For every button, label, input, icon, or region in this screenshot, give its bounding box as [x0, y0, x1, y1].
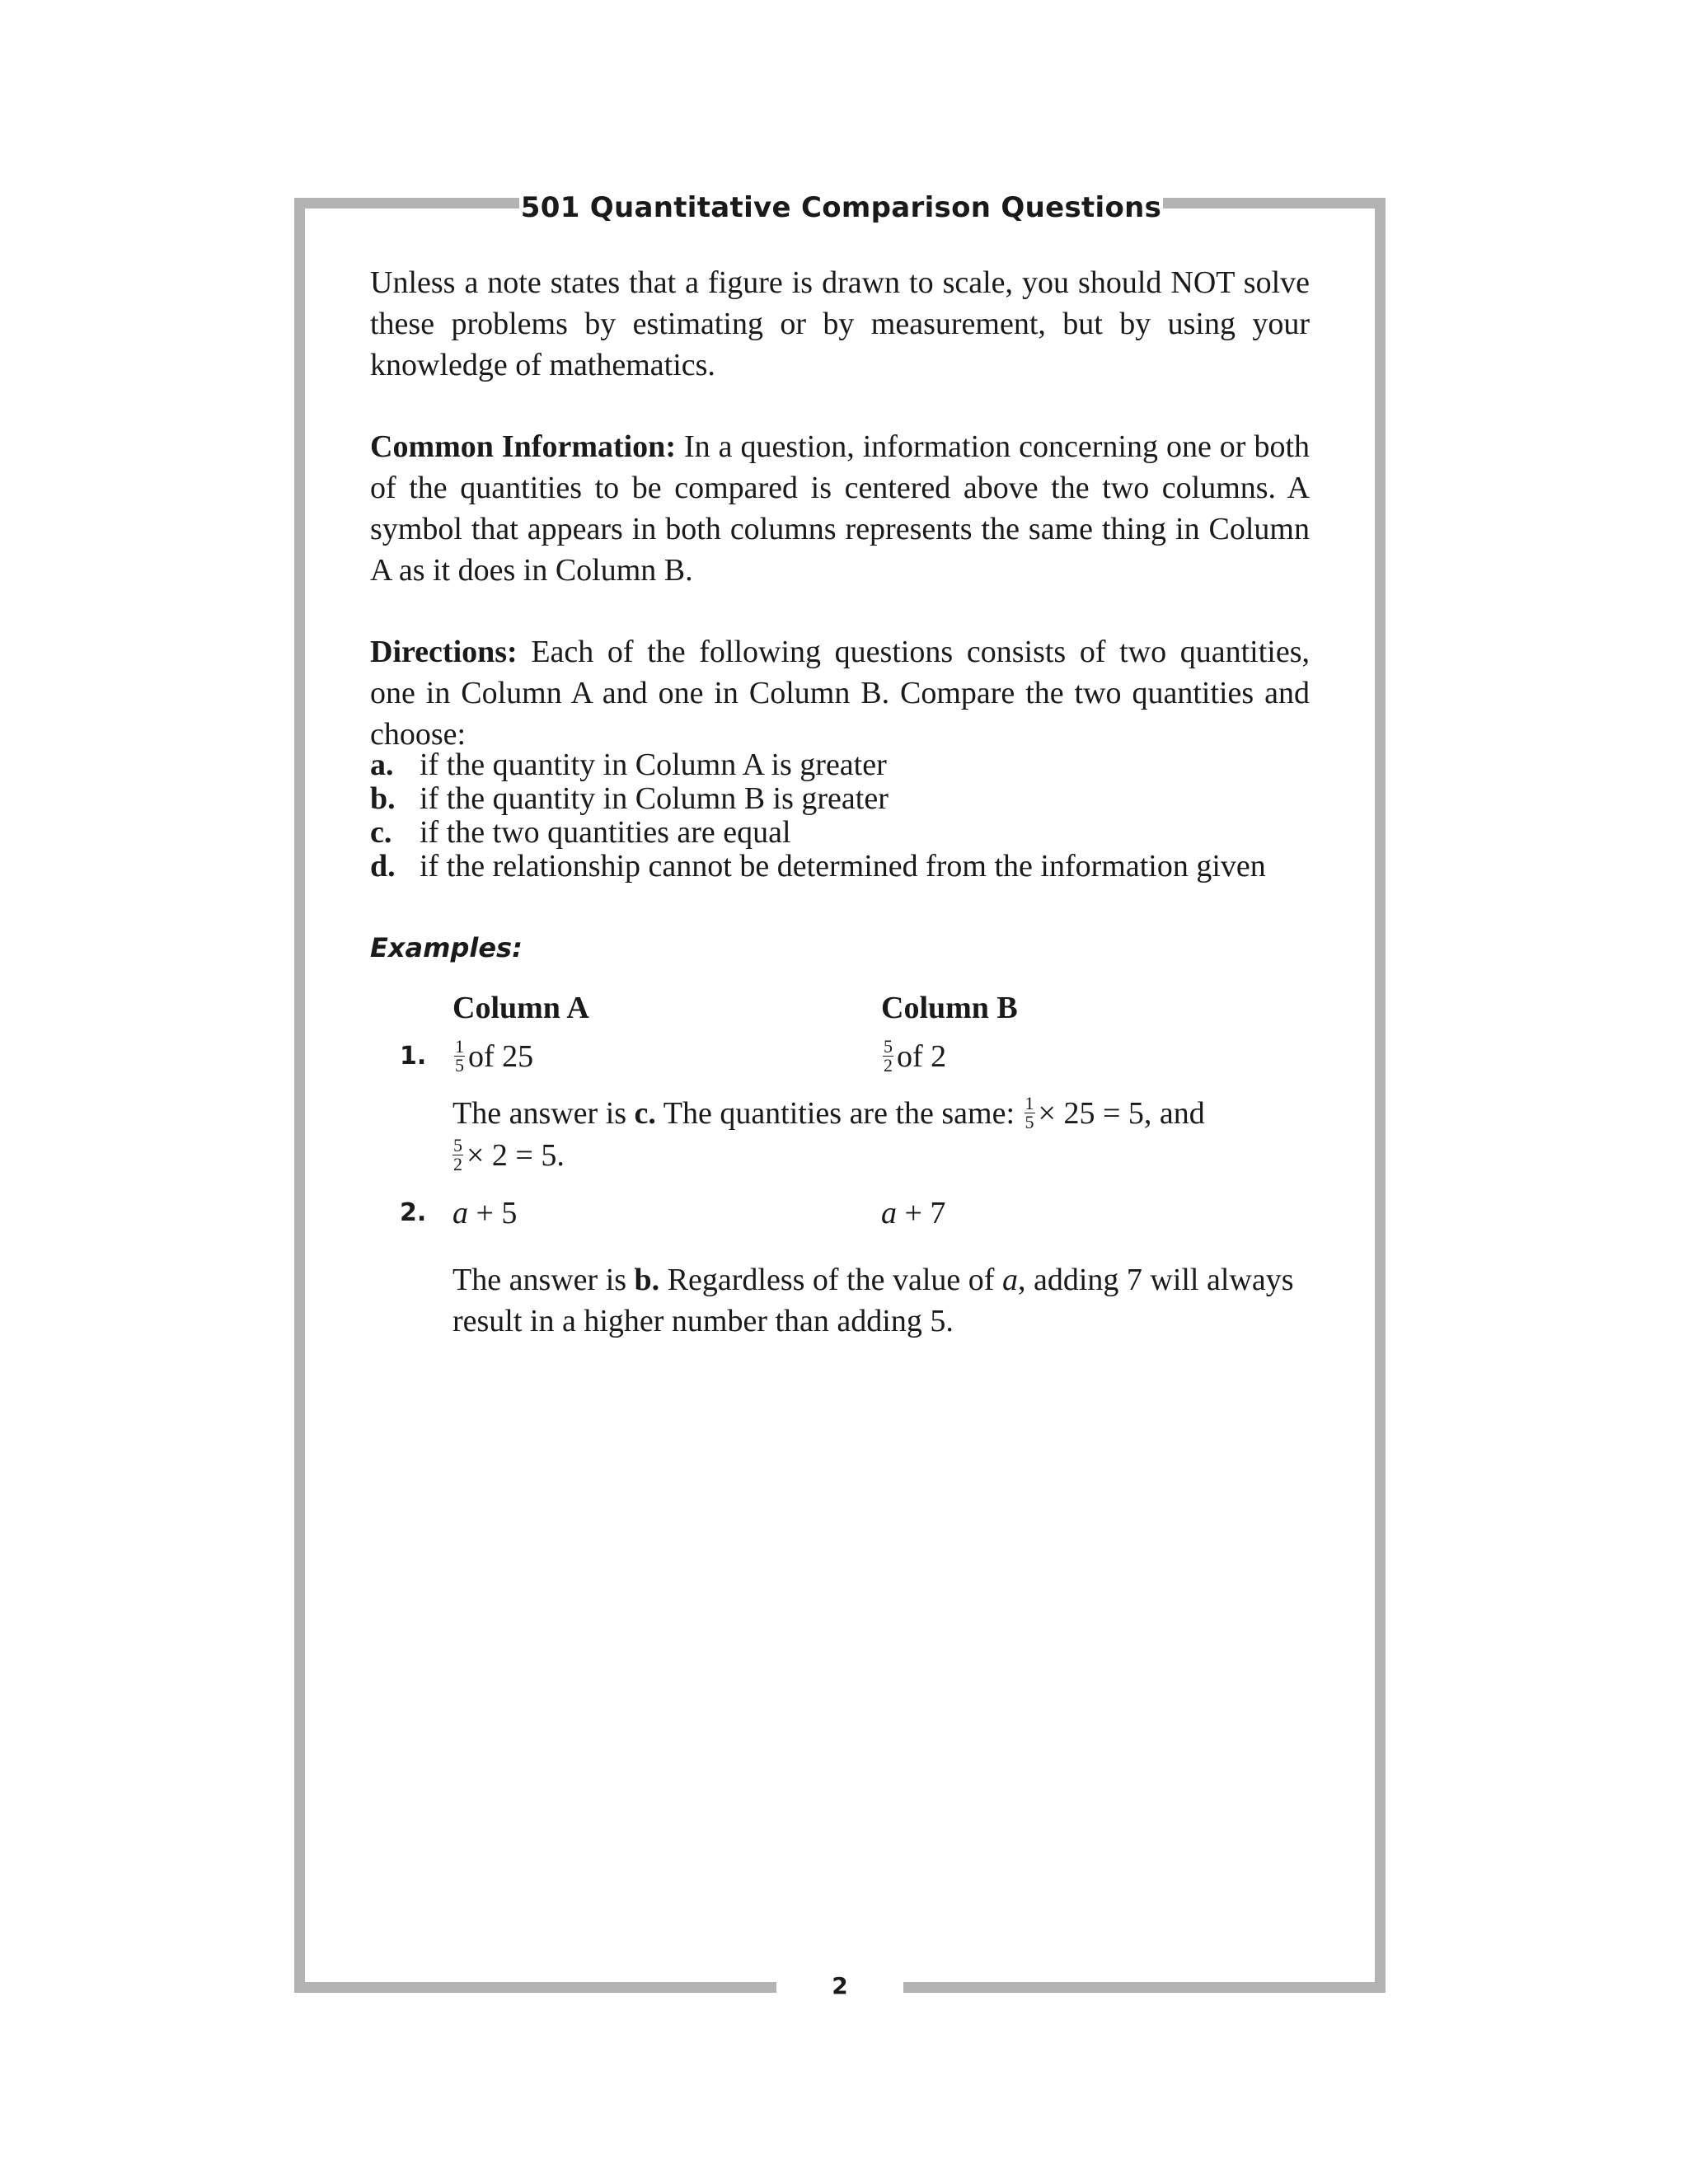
directions-paragraph [370, 631, 1310, 755]
variable: a [881, 1195, 897, 1230]
intro-paragraph: Unless a note states that a figure is drawn to scale, you should NOT solve these problems by estimating or by measurement, but by using your knowledge of mathematics. [370, 265, 1310, 382]
question-2 [370, 1190, 1310, 1240]
choice-letter: b. [370, 781, 396, 816]
choice-text: if the quantity in Column B is greater [420, 781, 889, 816]
quantity-text: of 25 [468, 1039, 534, 1074]
choice-item [370, 816, 1310, 850]
directions-label: Directions: [370, 635, 518, 669]
question-2-answer [452, 1259, 1310, 1342]
fraction [454, 1035, 465, 1076]
fraction-numerator: 5 [453, 1134, 462, 1155]
variable: a [1001, 1262, 1018, 1297]
fraction [883, 1035, 893, 1076]
question-number: 1. [400, 1042, 427, 1071]
question-1 [370, 1033, 1310, 1083]
fraction-denominator: 2 [884, 1054, 893, 1076]
quantity-text: of 2 [897, 1039, 947, 1074]
common-information-text: In a question, information concerning one or both of the quantities to be compared is centered above the two columns. A symbol that appears in both columns represents the same thing in Column A as it does in Column B. [370, 429, 1311, 588]
page-number: 2 [832, 1972, 848, 1999]
choice-item [370, 782, 1310, 816]
answer-text: Regardless of the value of [659, 1262, 1002, 1297]
variable: a [452, 1195, 468, 1230]
frame-top-right [1163, 198, 1386, 209]
examples-heading: Examples: [370, 932, 523, 963]
question-1-column-a [452, 1033, 533, 1080]
frame-top-left [294, 198, 519, 209]
fraction-denominator: 5 [1025, 1111, 1034, 1132]
calculation-text: × 25 = 5, and [1038, 1096, 1205, 1131]
directions-text: Each of the following questions consists of two quantities, one in Column A and one in Column B. Compare the two quantities and choose: [370, 635, 1310, 752]
frame-right [1375, 198, 1386, 1993]
fraction-numerator: 5 [884, 1035, 893, 1057]
choice-letter: d. [370, 849, 396, 883]
choice-letter: c. [370, 815, 392, 850]
choice-list [370, 748, 1310, 883]
answer-letter: c. [634, 1096, 656, 1131]
quantity-text: + 7 [897, 1195, 946, 1230]
answer-text: The quantities are the same: [655, 1096, 1023, 1131]
frame-bottom-right [903, 1982, 1386, 1993]
answer-letter: b. [634, 1262, 660, 1297]
question-1-column-b [881, 1033, 946, 1080]
fraction-numerator: 1 [1025, 1092, 1034, 1113]
column-headers [370, 987, 1310, 1033]
common-information-paragraph [370, 426, 1310, 591]
choice-letter: a. [370, 748, 394, 782]
choice-item [370, 748, 1310, 782]
question-2-column-a [452, 1190, 517, 1236]
fraction [1025, 1094, 1035, 1132]
column-b-header: Column B [881, 991, 1018, 1025]
answer-intro: The answer is [452, 1262, 635, 1297]
question-number: 2. [400, 1197, 427, 1227]
fraction [452, 1134, 463, 1174]
fraction-denominator: 5 [455, 1054, 464, 1076]
frame-left [294, 198, 305, 1993]
answer-intro: The answer is [452, 1096, 635, 1131]
column-a-header: Column A [452, 991, 589, 1025]
calculation-text: × 2 = 5. [467, 1137, 565, 1173]
common-information-label: Common Information: [370, 429, 676, 464]
fraction-numerator: 1 [455, 1035, 464, 1057]
quantity-text: + 5 [468, 1195, 518, 1230]
choice-text: if the quantity in Column A is greater [420, 748, 887, 782]
question-2-column-b [881, 1190, 945, 1236]
question-1-answer [452, 1093, 1310, 1177]
choice-item [370, 850, 1310, 883]
fraction-denominator: 2 [453, 1153, 462, 1174]
choice-text: if the two quantities are equal [420, 815, 791, 850]
answer-text: , adding 7 will always result in a higher number than adding 5. [452, 1262, 1294, 1338]
running-head: 501 Quantitative Comparison Questions [520, 191, 1162, 224]
choice-text: if the relationship cannot be determined from the information given [420, 849, 1266, 883]
frame-bottom-left [294, 1982, 776, 1993]
page-content [370, 262, 1310, 1342]
